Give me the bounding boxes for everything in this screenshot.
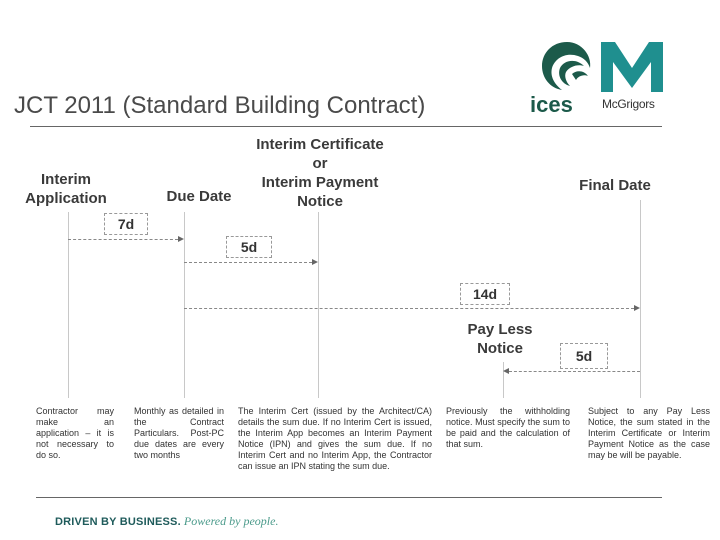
bottom-divider — [36, 497, 662, 498]
timeline-line-certificate — [318, 212, 319, 398]
mcgrigors-m-logo-icon — [601, 42, 663, 92]
header-final-date: Final Date — [579, 177, 651, 194]
arrow-head-left-icon — [503, 368, 509, 374]
period-box-7d: 7d — [104, 213, 148, 235]
period-arrow-line — [68, 239, 178, 240]
header-pay-less-notice — [450, 320, 550, 358]
header-line: or — [312, 155, 328, 172]
ices-logo-icon — [538, 38, 596, 94]
description-interim-application: Contractor may make an application – it is not necessary to do so. — [36, 406, 114, 460]
period-arrow-line — [184, 262, 312, 263]
ices-logo-text: ices — [530, 92, 573, 117]
header-due-date: Due Date — [166, 188, 232, 205]
period-box-5d-before-final: 5d — [560, 343, 608, 369]
page-title: JCT 2011 (Standard Building Contract) — [14, 92, 426, 119]
header-line: Notice — [297, 193, 343, 210]
header-line: Interim Certificate — [256, 136, 384, 153]
footer-bold-text: DRIVEN BY BUSINESS. — [55, 516, 181, 528]
header-line: Notice — [477, 340, 523, 357]
arrow-head-right-icon — [312, 259, 318, 265]
period-box-14d: 14d — [460, 283, 510, 305]
header-interim-certificate — [240, 135, 400, 211]
footer-tagline — [55, 514, 278, 529]
header-line: Pay Less — [467, 321, 533, 338]
header-line: Interim Payment — [261, 174, 379, 191]
description-interim-certificate: The Interim Cert (issued by the Architect/CA) details the sum due. If no Interim Cert is issued, the Interim App becomes an Interim Payment Notice (IPN) and gives the sum due. If no Interim Cert and no Interim App, the Contractor can issue an IPN stating the sum due. — [238, 406, 432, 471]
period-box-5d: 5d — [226, 236, 272, 258]
timeline-line-final-date — [640, 200, 641, 398]
period-arrow-line — [184, 308, 634, 309]
arrow-head-right-icon — [178, 236, 184, 242]
mcgrigors-logo-text: McGrigors — [602, 97, 655, 111]
header-interim-application — [14, 170, 118, 208]
period-arrow-line — [509, 371, 640, 372]
footer-italic-text: Powered by people. — [183, 514, 279, 528]
arrow-head-right-icon — [634, 305, 640, 311]
description-final-date: Subject to any Pay Less Notice, the sum stated in the Interim Certificate or Interim Payment Notice as the case may be will be payable. — [588, 406, 710, 460]
description-pay-less-notice: Previously the withholding notice. Must specify the sum to be paid and the calculation of that sum. — [446, 406, 570, 449]
timeline-line-due-date — [184, 212, 185, 398]
description-due-date: Monthly as detailed in the Contract Particulars. Post-PC due dates are every two months — [134, 406, 224, 460]
header-line: Interim Application — [25, 171, 107, 207]
title-divider — [30, 126, 662, 127]
